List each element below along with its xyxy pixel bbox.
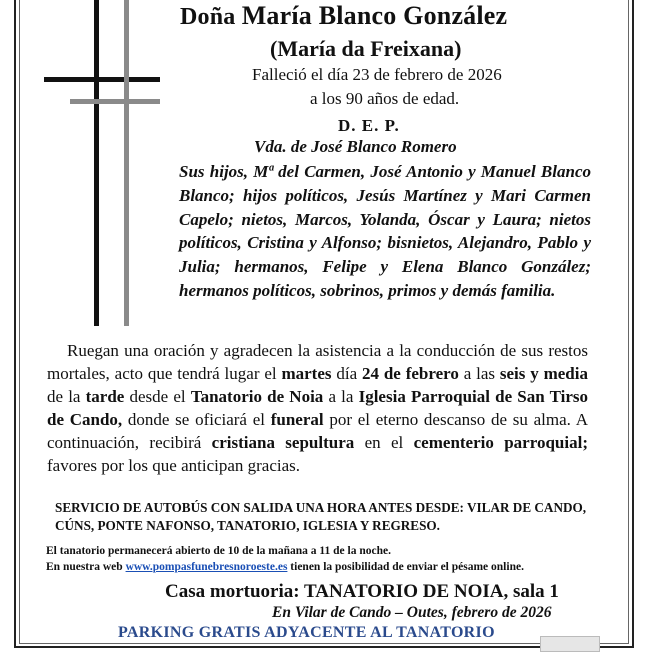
website-link[interactable]: www.pompasfunebresnoroeste.es — [125, 561, 288, 573]
age: a los 90 años de edad. — [310, 89, 460, 108]
alias: (María da Freixana) — [270, 36, 462, 61]
web-note: En nuestra web www.pompasfunebresnoroeste.es tienen la posibilidad de enviar el pésame online. — [46, 561, 524, 573]
bus-service: SERVICIO DE AUTOBÚS CON SALIDA UNA HORA ANTES DESDE: VILAR DE CANDO, CÚNS, PONTE NAFONSO, TANATORIO, IGLESIA Y REGRESO. — [55, 500, 587, 533]
widow-of: Vda. de José Blanco Romero — [254, 137, 457, 156]
full-name: María Blanco González — [241, 1, 508, 30]
casa-mortuoria: Casa mortuoria: TANATORIO DE NOIA, sala 1 — [165, 581, 559, 602]
cross-icon — [0, 0, 180, 330]
honorific: Doña — [180, 4, 236, 30]
parking-notice: PARKING GRATIS ADYACENTE AL TANATORIO — [118, 624, 495, 641]
place-date: En Vilar de Cando – Outes, febrero de 2026 — [272, 604, 552, 621]
prayer-paragraph: Ruegan una oración y agradecen la asistencia a la conducción de sus restos mortales, acto que tendrá lugar el martes día 24 de febrero a las seis y media de la tarde desde el Tanatorio de Noia a la Iglesia Parroquial de San Tirso de Cando, donde se oficiará el funeral por el eterno descanso de su alma. A continuación, recibirá cristiana sepultura en el cementerio parroquial; favores por los que anticipan gracias. — [47, 341, 588, 475]
death-date: Falleció el día 23 de febrero de 2026 — [252, 65, 502, 84]
deceased-name — [180, 1, 507, 31]
family-list: Sus hijos, Mª del Carmen, José Antonio y Manuel Blanco Blanco; hijos políticos, Jesús Martínez y Mari Carmen Capelo; nietos, Marcos, Yolanda, Óscar y Laura; nietos políticos, Cristina y Alfonso; bisnietos, Alejandro, Pablo y Julia; hermanos, Felipe y Elena Blanco González; hermanos políticos, sobrinos, primos y demás familia. — [179, 162, 591, 300]
tanatorio-hours: El tanatorio permanecerá abierto de 10 de la mañana a 11 de la noche. — [46, 545, 391, 557]
rip-text: D. E. P. — [338, 116, 400, 135]
